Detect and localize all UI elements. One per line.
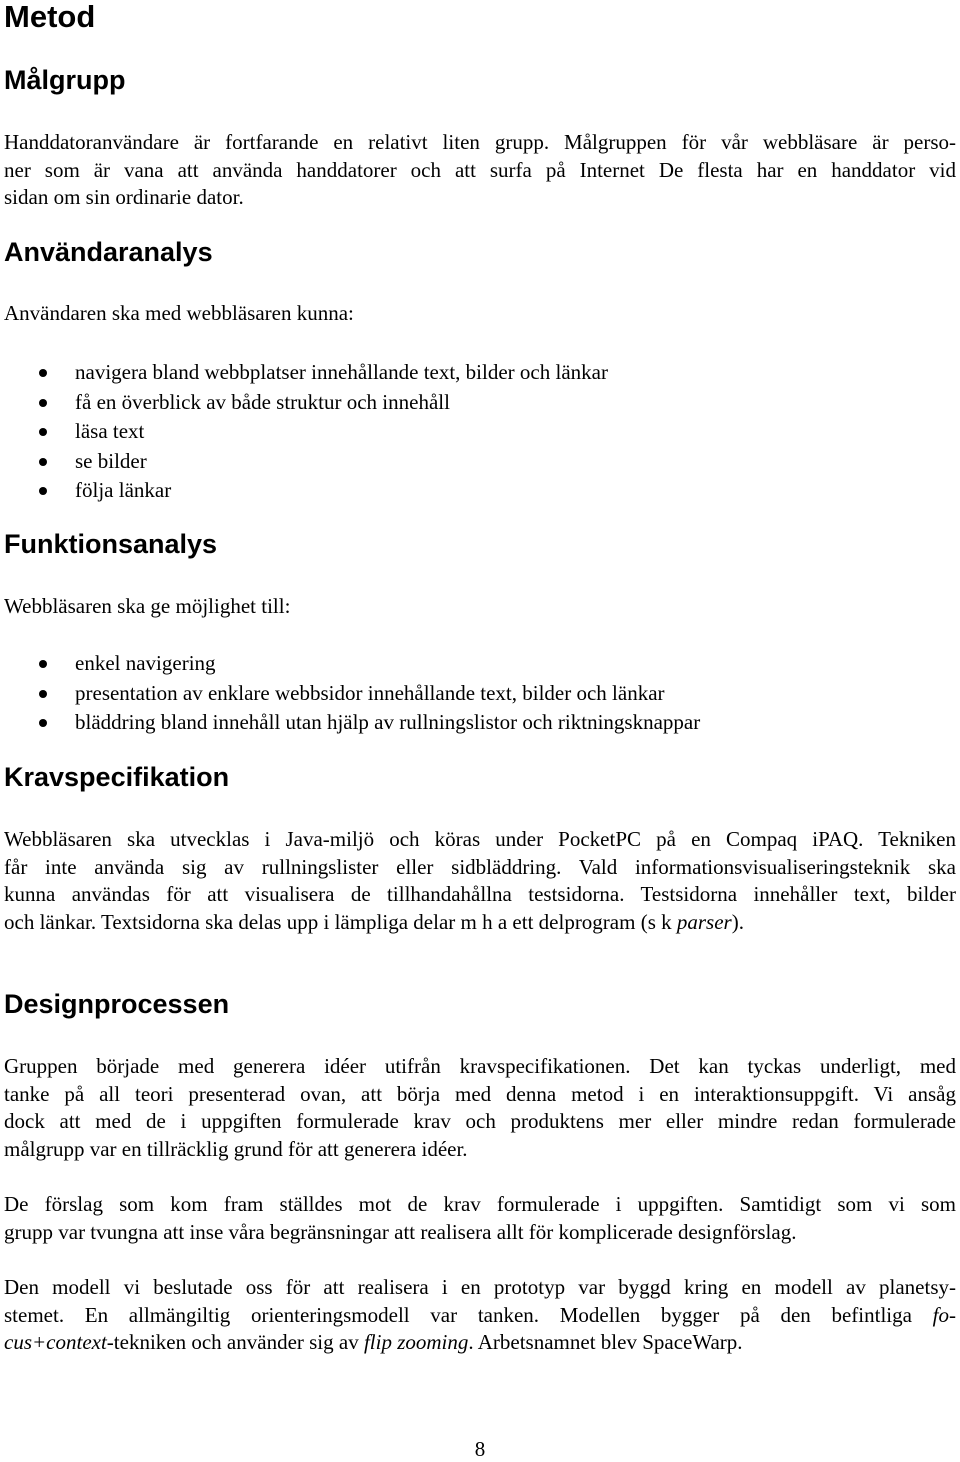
bullet-icon: [39, 487, 47, 495]
text-segment: stemet. En allmängiltig orienteringsmodell var tanken. Modellen bygger på den befintliga: [4, 1302, 933, 1327]
list-item-text: läsa text: [75, 419, 145, 443]
list-funktionsanalys: [0, 649, 960, 738]
paragraph-funktionsanalys-intro: [4, 593, 956, 621]
text-line: Webbläsaren ska ge möjlighet till:: [4, 594, 291, 618]
list-item-text: enkel navigering: [75, 651, 216, 675]
list-item-text: bläddring bland innehåll utan hjälp av rullningslistor och riktningsknappar: [75, 710, 701, 734]
heading-malgrupp: Målgrupp: [4, 65, 126, 95]
text-line: [4, 1302, 956, 1330]
text-line: målgrupp var en tillräcklig grund för att generera idéer.: [4, 1136, 468, 1161]
italic-term: flip zooming: [363, 1330, 469, 1354]
paragraph-designprocessen-1: [4, 1053, 956, 1163]
bullet-icon: [39, 690, 47, 698]
bullet-icon: [39, 428, 47, 436]
paragraph-designprocessen-2: [4, 1191, 956, 1246]
list-item: [0, 649, 960, 679]
list-item: [0, 417, 960, 447]
paragraph-kravspecifikation: [4, 826, 956, 936]
text-segment: -tekniken och använder sig av: [106, 1330, 364, 1354]
text-line: Den modell vi beslutade oss för att realisera i en prototyp var byggd kring en modell av planetsy-: [4, 1275, 956, 1299]
text-line: grupp var tvungna att inse våra begränsningar att realisera allt för komplicerade designförslag.: [4, 1219, 797, 1244]
text-line: Handdatoranvändare är fortfarande en relativt liten grupp. Målgruppen för vår webbläsare är perso-: [4, 130, 956, 154]
bullet-icon: [39, 719, 47, 727]
italic-term: cus+context: [4, 1330, 107, 1354]
text-segment: ).: [731, 909, 744, 934]
bullet-icon: [39, 399, 47, 407]
bullet-icon: [39, 458, 47, 466]
heading-funktionsanalys: Funktionsanalys: [4, 529, 218, 559]
bullet-icon: [39, 660, 47, 668]
text-line: tanke på all teori presenterad ovan, att börja med denna metod i en interaktionsuppgift. Vi ansåg: [4, 1081, 956, 1106]
list-item: [0, 388, 960, 418]
text-line: kunna användas för att visualisera de tillhandahållna testsidorna. Testsidorna innehåller text, bilder: [4, 882, 956, 906]
text-line: [4, 909, 956, 937]
text-line: sidan om sin ordinarie dator.: [4, 185, 244, 209]
text-line: Gruppen började med generera idéer utifrån kravspecifikationen. Det kan tyckas underligt, med: [4, 1054, 956, 1078]
text-segment: och länkar. Textsidorna ska delas upp i lämpliga delar m h a ett delprogram (s k: [4, 909, 677, 934]
list-item: [0, 447, 960, 477]
text-line: ner som är vana att använda handdatorer och att surfa på Internet De flesta har en handdator vid: [4, 157, 956, 182]
text-line: Webbläsaren ska utvecklas i Java-miljö och köras under PocketPC på en Compaq iPAQ. Tekniken: [4, 827, 956, 851]
list-item-text: navigera bland webbplatser innehållande text, bilder och länkar: [75, 360, 608, 384]
page-number: 8: [474, 1437, 486, 1461]
list-item: [0, 679, 960, 709]
page-title: Metod: [4, 0, 96, 34]
list-item-text: följa länkar: [75, 478, 172, 502]
heading-anvandaranalys: Användaranalys: [4, 237, 213, 267]
italic-term: fo-: [932, 1302, 956, 1327]
heading-kravspecifikation: Kravspecifikation: [4, 762, 230, 792]
list-item-text: få en överblick av både struktur och innehåll: [75, 389, 450, 414]
bullet-icon: [39, 369, 47, 377]
list-item: [0, 358, 960, 388]
paragraph-malgrupp: [4, 129, 956, 212]
italic-term: parser: [676, 909, 732, 934]
list-item-text: se bilder: [75, 448, 147, 473]
text-segment: . Arbetsnamnet blev SpaceWarp.: [468, 1330, 743, 1354]
list-anvandaranalys: [0, 358, 960, 506]
list-item: [0, 476, 960, 506]
text-line: Användaren ska med webbläsaren kunna:: [4, 301, 354, 325]
paragraph-designprocessen-3: [4, 1274, 956, 1357]
text-line: De förslag som kom fram ställdes mot de krav formulerade i uppgiften. Samtidigt som vi som: [4, 1192, 956, 1216]
heading-designprocessen: Designprocessen: [4, 989, 230, 1019]
paragraph-anvandaranalys-intro: [4, 300, 956, 328]
text-line: dock att med de i uppgiften formulerade krav och produktens mer eller mindre redan formulerade: [4, 1109, 956, 1133]
list-item-text: presentation av enklare webbsidor innehållande text, bilder och länkar: [75, 680, 665, 705]
list-item: [0, 708, 960, 738]
text-line: får inte använda sig av rullningslister eller sidbläddring. Vald informationsvisualiseringsteknik ska: [4, 854, 956, 879]
text-line: [4, 1329, 956, 1357]
